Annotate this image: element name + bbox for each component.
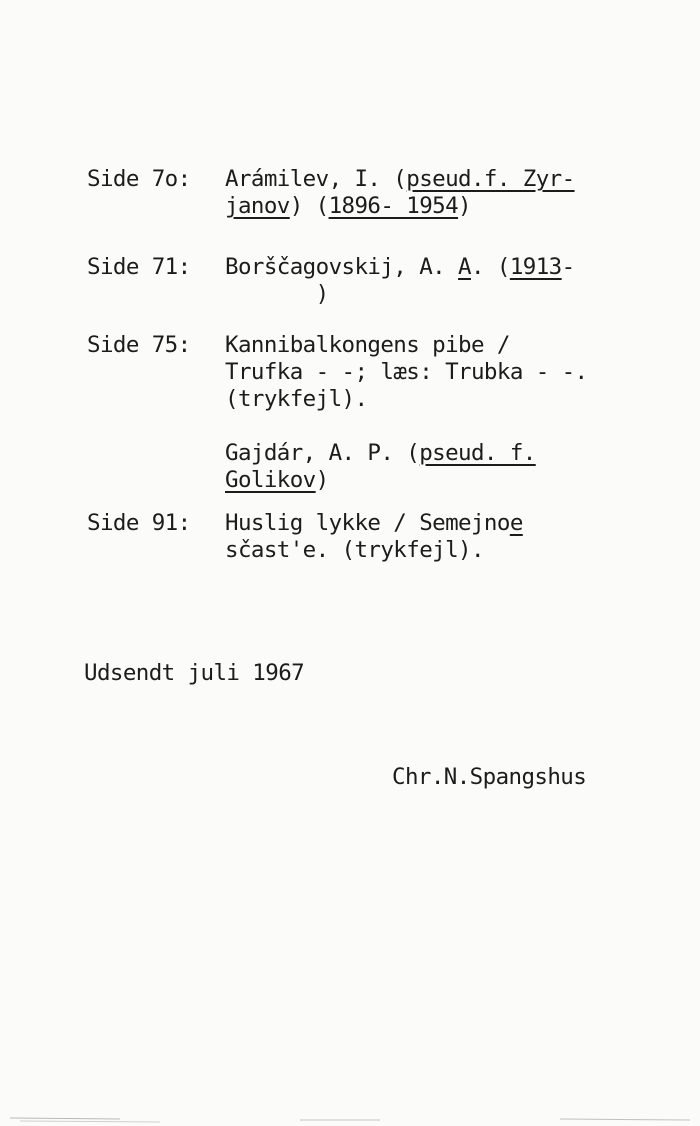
text-segment: ) — [458, 193, 471, 219]
text-line — [225, 537, 523, 564]
underlined-text: Golikov — [225, 467, 316, 493]
text-line — [225, 166, 575, 193]
text-segment: Huslig lykke / Semejno — [225, 510, 510, 536]
underlined-text: e — [509, 510, 523, 536]
text-line — [225, 413, 588, 440]
underlined-text: janov — [225, 193, 290, 219]
entry-text — [225, 510, 523, 564]
entry-side-91 — [87, 510, 687, 618]
issue-date: Udsendt juli 1967 — [84, 660, 305, 686]
underlined-text: 1896- 1954 — [328, 193, 459, 219]
text-segment: Trufka - -; læs: Trubka - -. — [225, 359, 588, 385]
text-line — [225, 440, 588, 467]
underlined-text: pseud.f. Zyr- — [406, 166, 575, 192]
text-segment: . ( — [470, 254, 510, 280]
text-segment: ) — [225, 281, 329, 307]
text-line — [225, 467, 588, 494]
text-line — [225, 254, 575, 281]
entry-text — [225, 166, 575, 220]
text-segment: Kannibalkongens pibe / — [225, 332, 510, 358]
text-segment: ) ( — [289, 193, 329, 219]
text-line — [225, 359, 588, 386]
text-line — [225, 281, 575, 308]
text-line — [225, 193, 575, 220]
text-segment: - — [561, 254, 575, 280]
entry-label: Side 75: — [87, 332, 191, 358]
entry-text — [225, 254, 575, 308]
text-line — [225, 386, 588, 413]
entry-label: Side 7o: — [87, 166, 191, 192]
entry-side-75 — [87, 332, 687, 493]
text-line — [225, 510, 523, 537]
text-segment: sčast'e. (trykfejl). — [225, 537, 484, 563]
underlined-text: pseud. f. — [419, 440, 536, 466]
text-line — [225, 332, 588, 359]
underlined-text: A — [458, 254, 471, 280]
signature: Chr.N.Spangshus — [392, 764, 587, 790]
text-segment: Borščagovskij, A. — [225, 254, 459, 280]
text-segment: ) — [315, 467, 329, 493]
text-segment: (trykfejl). — [225, 386, 368, 412]
underlined-text: 1913 — [509, 254, 562, 280]
page-edge-scan-marks — [0, 1106, 700, 1126]
entry-text — [225, 332, 588, 494]
entry-label: Side 91: — [87, 510, 191, 536]
text-segment: Gajdár, A. P. ( — [225, 440, 420, 466]
entry-label: Side 71: — [87, 254, 191, 280]
text-segment: Arámilev, I. ( — [225, 166, 407, 192]
